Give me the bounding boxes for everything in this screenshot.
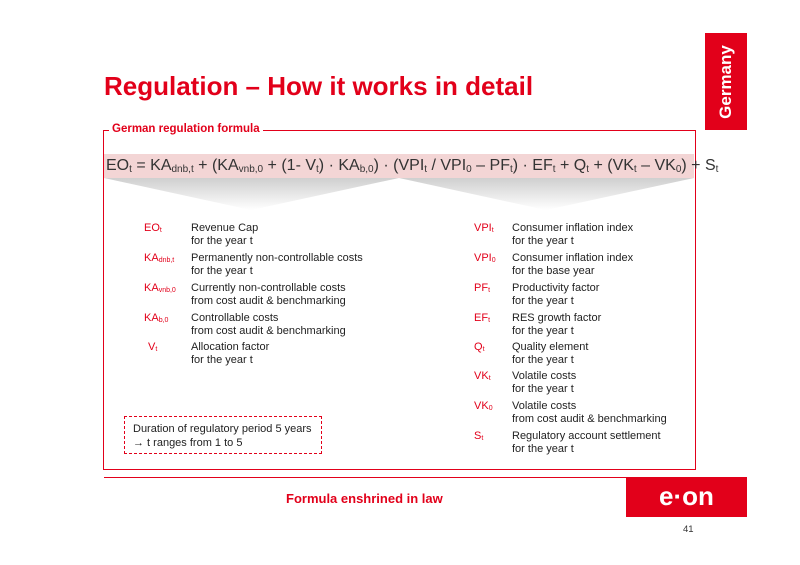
- right-arrow: [399, 178, 694, 210]
- term-definition-vpi-0: Consumer inflation index for the base year: [512, 252, 634, 277]
- page-number: 41: [683, 524, 694, 535]
- left-arrow: [104, 178, 399, 210]
- term-definition-pf: Productivity factor for the year t: [512, 282, 600, 307]
- country-tab-label: Germany: [716, 44, 735, 119]
- note-line-2: → t ranges from 1 to 5: [133, 437, 243, 449]
- term-symbol-ef: $EF_t$: [474, 312, 491, 324]
- term-symbol-ka-dnb: $KA_{dnb,t}$: [144, 252, 175, 264]
- term-definition-vk-t: Volatile costs for the year t: [512, 370, 577, 395]
- regulatory-period-note: [124, 416, 322, 454]
- term-definition-ka-vnb: Currently non-controllable costs from cost audit & benchmarking: [191, 282, 346, 307]
- note-line-1: Duration of regulatory period 5 years: [133, 423, 312, 435]
- term-definition-ka-b: Controllable costs from cost audit & benchmarking: [191, 312, 346, 337]
- term-symbol-eo: $EO_t$: [144, 222, 162, 234]
- term-symbol-pf: $PF_t$: [474, 282, 491, 294]
- country-tab: [705, 33, 747, 130]
- eon-logo: [626, 477, 747, 517]
- term-symbol-ka-b: $KA_{b,0}$: [144, 312, 169, 324]
- formula-frame-label: German regulation formula: [109, 123, 263, 135]
- regulation-formula: [104, 154, 719, 178]
- term-definition-s: Regulatory account settlement for the year t: [512, 430, 661, 455]
- term-definition-ka-dnb: Permanently non-controllable costs for the year t: [191, 252, 363, 277]
- term-symbol-q: $Q_t$: [474, 341, 485, 353]
- eon-logo-text: e·on: [659, 481, 714, 511]
- term-definition-vpi-t: Consumer inflation index for the year t: [512, 222, 634, 247]
- term-symbol-vk-0: $VK_0$: [474, 400, 493, 412]
- footer-caption: Formula enshrined in law: [286, 491, 443, 506]
- term-symbol-ka-vnb: $KA_{vnb,0}$: [144, 282, 176, 294]
- page-title: Regulation – How it works in detail: [104, 71, 534, 101]
- term-symbol-v: $V_t$: [148, 341, 158, 353]
- term-definition-q: Quality element for the year t: [512, 341, 589, 366]
- footer-divider: [104, 477, 695, 478]
- term-definition-eo: Revenue Cap for the year t: [191, 222, 259, 247]
- term-symbol-s: $S_t$: [474, 430, 484, 442]
- term-definition-vk-0: Volatile costs from cost audit & benchmarking: [512, 400, 667, 425]
- term-definition-ef: RES growth factor for the year t: [512, 312, 602, 337]
- term-symbol-vk-t: $VK_t$: [474, 370, 491, 382]
- formula-text: $EO_t = KA_{dnb,t} + (KA_{vnb,0} + (1-$ $V_t) \cdot KA_{b,0}) \cdot (VPI_t / VPI_0 - PF_t) \cdot EF_t + Q_t + (VK_t - VK_0) + S_t$: [106, 157, 719, 175]
- term-definition-v: Allocation factor for the year t: [191, 341, 270, 366]
- term-symbol-vpi-0: $VPI_0$: [474, 252, 496, 264]
- term-symbol-vpi-t: $VPI_t$: [474, 222, 494, 234]
- formula-expansion-arrows: [104, 178, 694, 212]
